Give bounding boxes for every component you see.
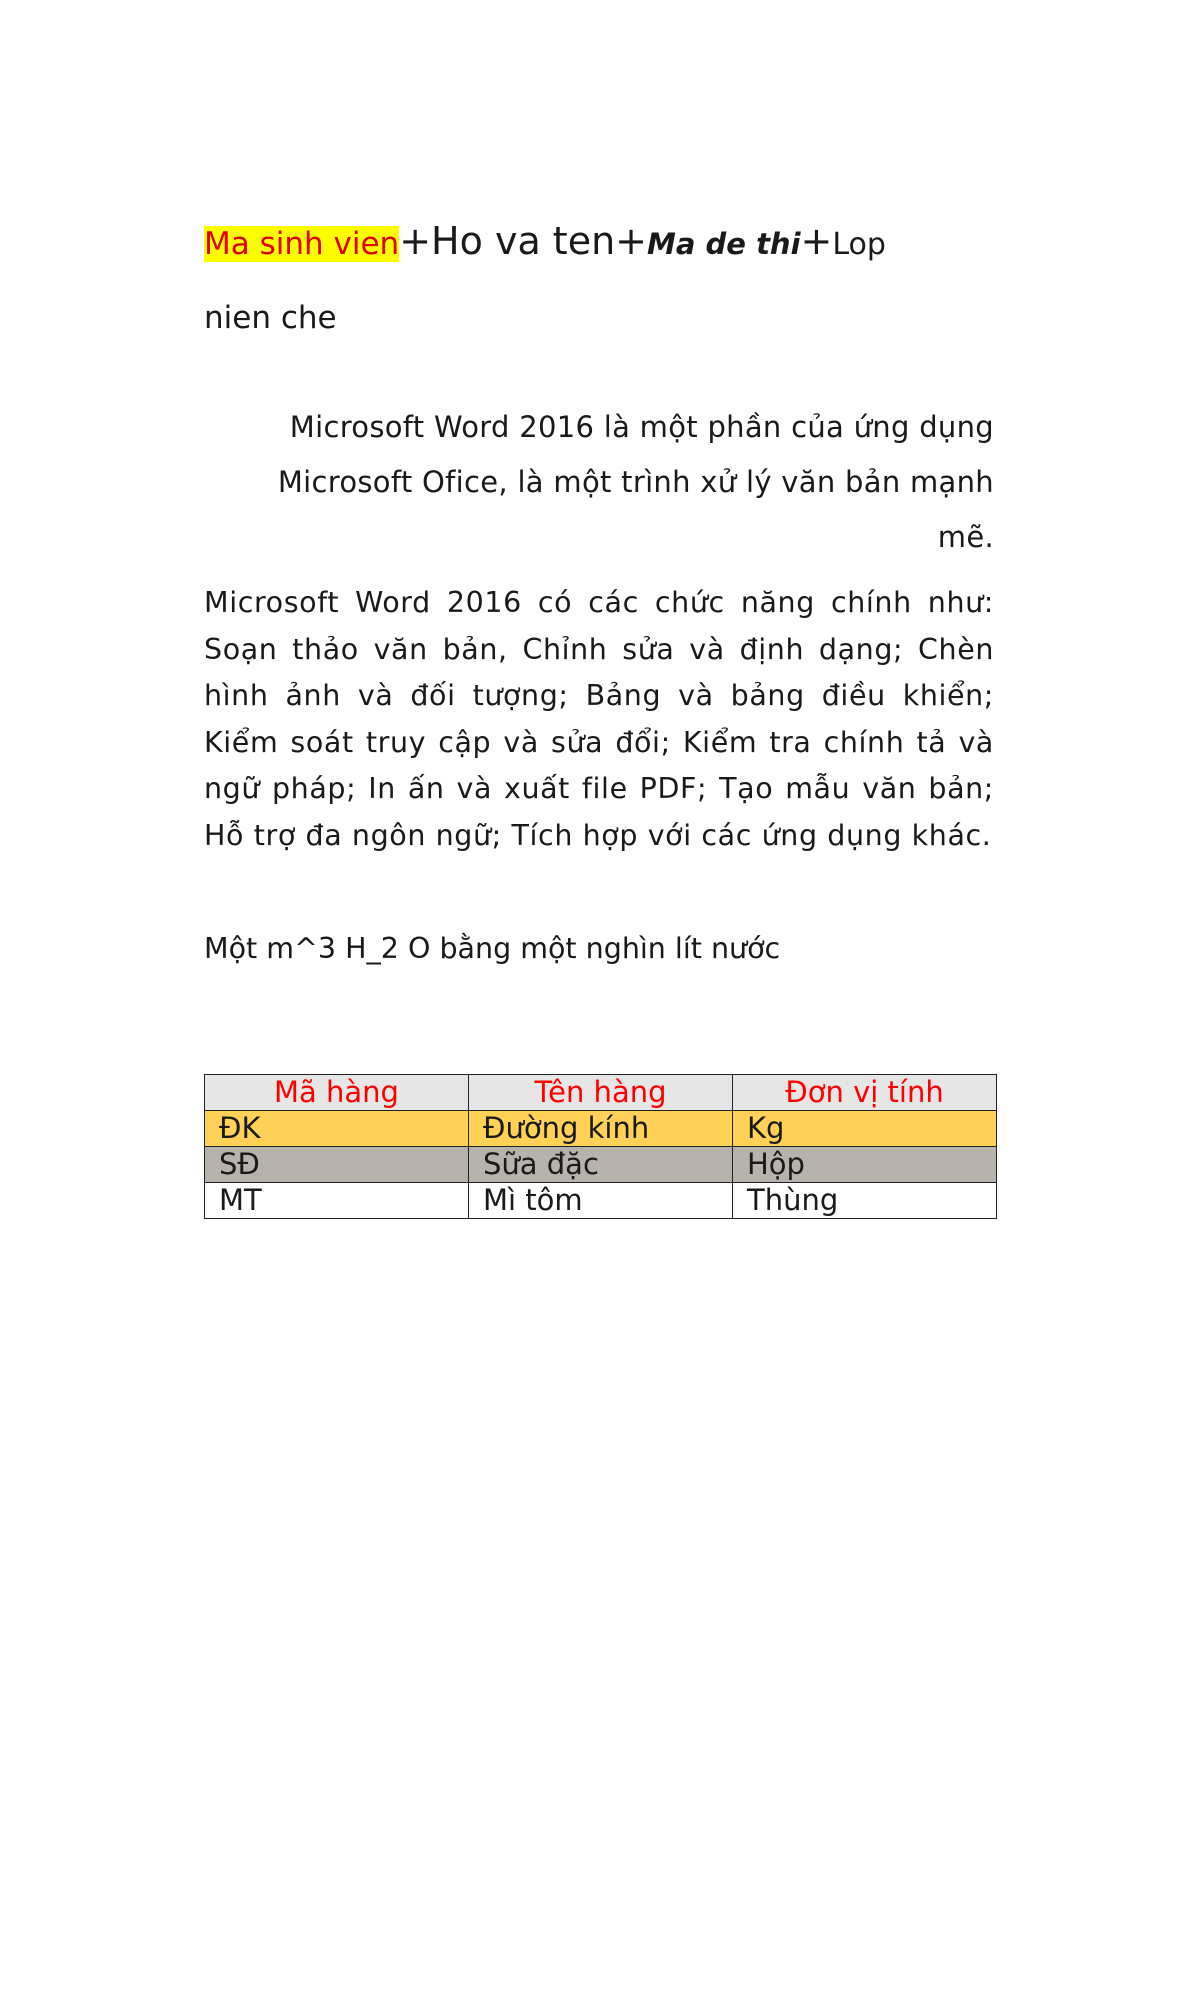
table-cell: Sữa đặc — [469, 1147, 733, 1183]
table-header-row — [205, 1075, 997, 1111]
table-cell: Thùng — [733, 1183, 997, 1219]
class-label: Lop — [832, 227, 886, 262]
header-cell-product-name: Tên hàng — [469, 1075, 733, 1111]
table-row — [205, 1147, 997, 1183]
table-cell: MT — [205, 1183, 469, 1219]
table-row — [205, 1111, 997, 1147]
table-row — [205, 1183, 997, 1219]
table-cell: Mì tôm — [469, 1183, 733, 1219]
paragraph-features: Microsoft Word 2016 có các chức năng chính như: Soạn thảo văn bản, Chỉnh sửa và định dạng; Chèn hình ảnh và đối tượng; Bảng và bảng điều khiển; Kiểm soát truy cập và sửa đổi; Kiểm tra chính tả và ngữ pháp; In ấn và xuất file PDF; Tạo mẫu văn bản; Hỗ trợ đa ngôn ngữ; Tích hợp với các ứng dụng khác. — [204, 586, 994, 852]
document-title — [204, 212, 886, 278]
paragraph-intro: Microsoft Word 2016 là một phần của ứng dụng Microsoft Ofice, là một trình xử lý văn bản mạnh mẽ. — [277, 410, 994, 554]
table-cell: Kg — [733, 1111, 997, 1147]
table-cell: Hộp — [733, 1147, 997, 1183]
table-cell: Đường kính — [469, 1111, 733, 1147]
table-cell: ĐK — [205, 1111, 469, 1147]
full-name-label: Ho va ten — [431, 219, 616, 263]
header-cell-unit: Đơn vị tính — [733, 1075, 997, 1111]
title-continuation: nien che — [204, 300, 337, 336]
student-id-label: Ma sinh vien — [204, 226, 400, 262]
paragraph-formula: Một m^3 H_2 O bằng một nghìn lít nước — [204, 932, 781, 965]
header-cell-product-code: Mã hàng — [205, 1075, 469, 1111]
table-cell: SĐ — [205, 1147, 469, 1183]
plus-sign: + — [399, 219, 432, 263]
plus-sign: + — [615, 219, 648, 263]
goods-table — [204, 1074, 997, 1219]
exam-code-label: Ma de thi — [647, 227, 801, 261]
plus-sign: + — [800, 219, 833, 263]
